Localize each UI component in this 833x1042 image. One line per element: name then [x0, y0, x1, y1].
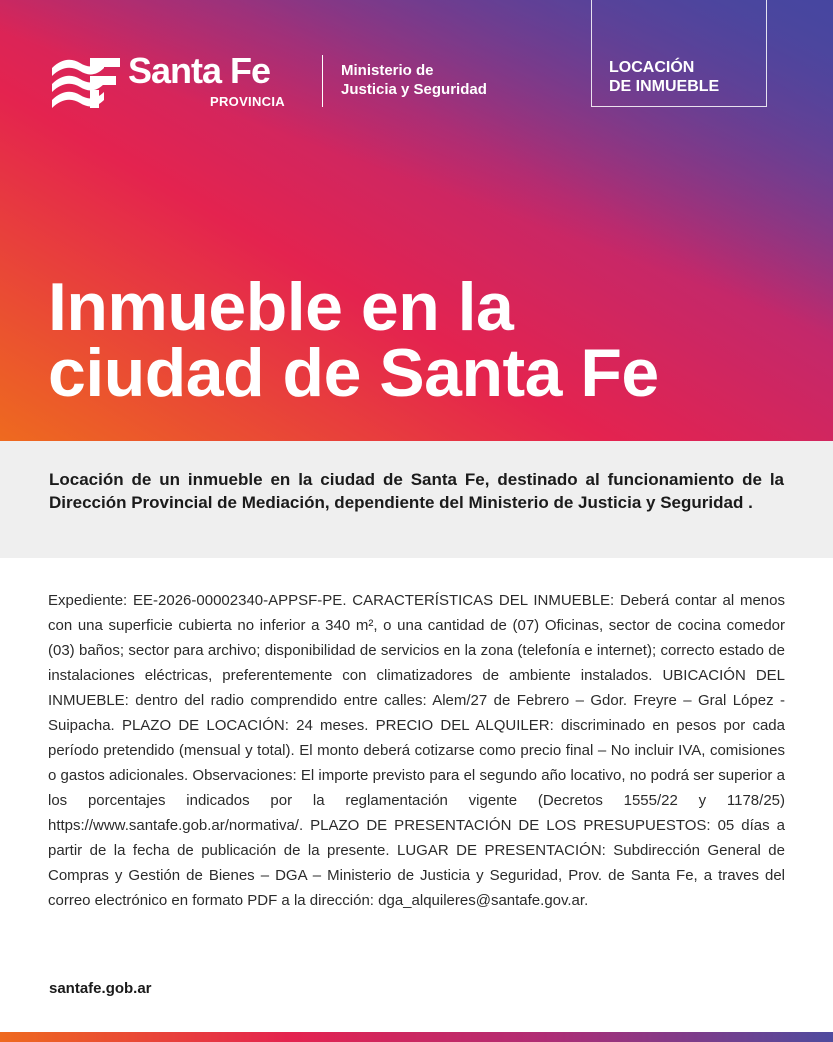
brand-subtitle: PROVINCIA [210, 94, 285, 109]
category-tag-line-1: LOCACIÓN [609, 59, 695, 76]
footer-website: santafe.gob.ar [49, 980, 152, 997]
hero-banner [0, 0, 833, 441]
brand-name: Santa Fe [128, 50, 271, 91]
page-title [48, 269, 659, 411]
category-tag [591, 0, 767, 107]
lead-paragraph: Locación de un inmueble en la ciudad de Santa Fe, destinado al funcionamiento de la Dirección Provincial de Mediación, dependiente del Ministerio de Justicia y Seguridad . [49, 470, 784, 512]
ministry-line-1: Ministerio de [341, 62, 434, 79]
category-tag-text [609, 58, 719, 96]
lead-section [0, 441, 833, 558]
ministry-line-2: Justicia y Seguridad [341, 81, 487, 98]
category-tag-line-2: DE INMUEBLE [609, 78, 720, 95]
header-divider [322, 55, 323, 107]
body-paragraph: Expediente: EE-2026-00002340-APPSF-PE. CARACTERÍSTICAS DEL INMUEBLE: Deberá contar al menos con una superficie cubierta no inferior a 340 m², o una cantidad de (07) Oficinas, sector de cocina comedor (03) baños; sector para archivo; disponibilidad de servicios en la zona (telefonía e internet); correcto estado de instalaciones eléctricas, preferentemente con climatizadores de ambiente instalados. UBICACIÓN DEL INMUEBLE: dentro del radio comprendido entre calles: Alem/27 de Febrero – Gdor. Freyre – Gral López - Suipacha. PLAZO DE LOCACIÓN: 24 meses. PRECIO DEL ALQUILER: discriminado en pesos por cada período pretendido (mensual y total). El monto deberá cotizarse como precio final – No incluir IVA, comisiones o gastos adicionales. Observaciones: El importe previsto para el segundo año locativo, no podrá ser superior a los porcentajes indicados por la reglamentación vigente (Decretos 1555/22 y 1178/25) https://www.santafe.gob.ar/normativa/. PLAZO DE PRESENTACIÓN DE LOS PRESUPUESTOS: 05 días a partir de la fecha de publicación de la presente. LUGAR DE PRESENTACIÓN: Subdirección General de Compras y Gestión de Bienes – DGA – Ministerio de Justicia y Seguridad, Prov. de Santa Fe, a traves del correo electrónico en formato PDF a la dirección: dga_alquileres@santafe.gov.ar. [48, 592, 785, 909]
page-title-line-1: Inmueble en la [48, 269, 514, 345]
page-title-line-2: ciudad de Santa Fe [48, 335, 659, 411]
ministry-name [341, 61, 487, 99]
bottom-gradient-bar [0, 1032, 833, 1042]
santa-fe-logo-icon [50, 54, 122, 110]
